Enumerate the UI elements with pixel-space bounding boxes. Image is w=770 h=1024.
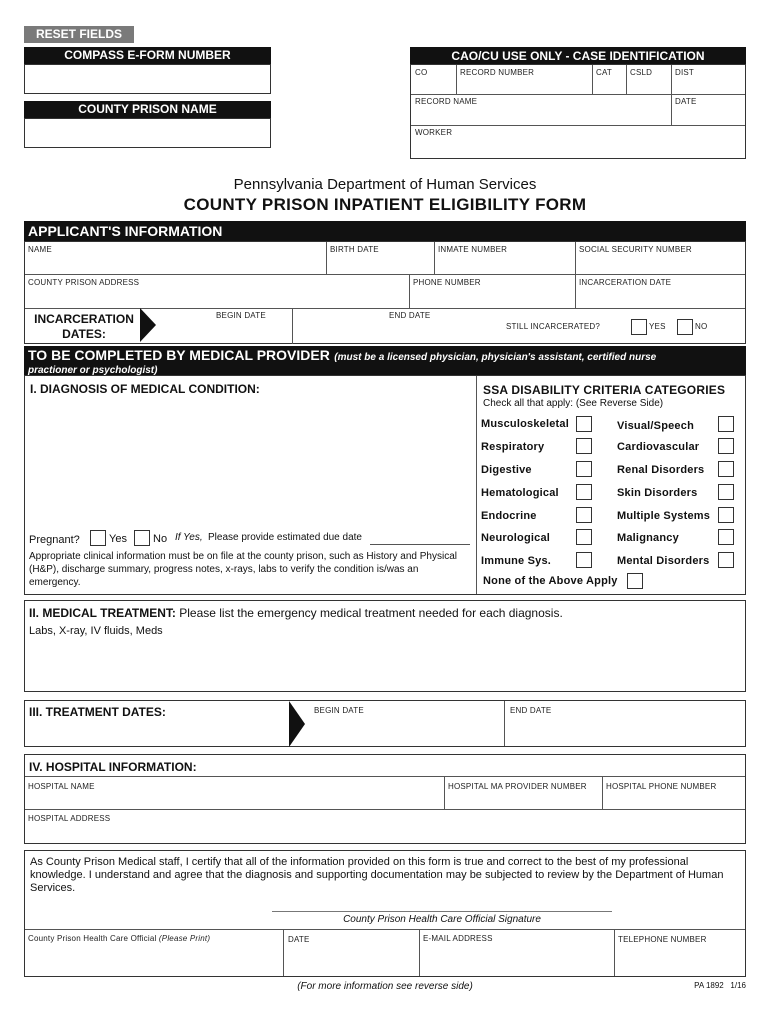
hematological-checkbox[interactable] [576, 484, 592, 500]
still-no-label: NO [695, 322, 708, 331]
ssn-label: SOCIAL SECURITY NUMBER [579, 245, 692, 254]
certification-text: As County Prison Medical staff, I certify that all of the information provided on this form is true and correct to the best of my professional knowledge. I understand and agree that the diagnosis and supporting documentation may be subjected to review by the Department of Human Services. [30, 856, 724, 894]
criteria-renal: Renal Disorders [617, 464, 705, 476]
hospital-name-label: HOSPITAL NAME [28, 782, 95, 791]
musculoskeletal-checkbox[interactable] [576, 416, 592, 432]
end-date-label: END DATE [389, 311, 431, 320]
prison-address-label: COUNTY PRISON ADDRESS [28, 278, 140, 287]
digestive-checkbox[interactable] [576, 461, 592, 477]
treatment-dates-box [24, 700, 746, 747]
still-incarcerated-no-checkbox[interactable] [677, 319, 693, 335]
arrow-right-icon [289, 701, 305, 747]
incarceration-dates-label: INCARCERATION DATES: [34, 312, 134, 341]
pregnant-no-label: No [153, 533, 168, 545]
neurological-checkbox[interactable] [576, 529, 592, 545]
criteria-immune: Immune Sys. [481, 555, 552, 567]
criteria-none-above: None of the Above Apply [483, 575, 618, 587]
official-print-label: County Prison Health Care Official (Please Print) [28, 934, 211, 943]
medical-treatment-field[interactable]: Labs, X-ray, IV fluids, Meds [29, 625, 163, 637]
form-title: COUNTY PRISON INPATIENT ELIGIBILITY FORM [183, 195, 587, 214]
endocrine-checkbox[interactable] [576, 507, 592, 523]
applicant-info-box [24, 241, 746, 344]
treatment-end-date-label: END DATE [510, 706, 552, 715]
criteria-neurological: Neurological [481, 532, 551, 544]
multiple-systems-checkbox[interactable] [718, 507, 734, 523]
compass-eform-field[interactable] [24, 64, 271, 94]
diagnosis-field[interactable] [29, 398, 473, 526]
compass-eform-header: COMPASS E-FORM NUMBER [24, 47, 271, 64]
treatment-begin-date-label: BEGIN DATE [314, 706, 364, 715]
medical-treatment-title: II. MEDICAL TREATMENT: Please list the emergency medical treatment needed for each diagnosis. [29, 606, 563, 620]
due-date-field[interactable] [370, 544, 470, 545]
hospital-phone-label: HOSPITAL PHONE NUMBER [606, 782, 717, 791]
csld-label: CSLD [630, 68, 653, 77]
respiratory-checkbox[interactable] [576, 438, 592, 454]
clinical-info-text: Appropriate clinical information must be on file at the county prison, such as History and Physical (H&P), discharge summary, progress notes, x-rays, labs to verify the condition is/was an emergency. [29, 551, 457, 588]
co-label: CO [415, 68, 428, 77]
arrow-right-icon [140, 308, 156, 342]
criteria-multiple-systems: Multiple Systems [617, 510, 711, 522]
hospital-info-title: IV. HOSPITAL INFORMATION: [29, 760, 197, 774]
criteria-visual-speech: Visual/Speech [617, 420, 694, 432]
record-name-label: RECORD NAME [415, 97, 478, 106]
criteria-cardiovascular: Cardiovascular [617, 441, 700, 453]
email-label: E-MAIL ADDRESS [423, 934, 493, 943]
criteria-respiratory: Respiratory [481, 441, 545, 453]
department-title: Pennsylvania Department of Human Services [233, 176, 537, 193]
applicant-info-header: APPLICANT'S INFORMATION [24, 221, 746, 241]
criteria-skin: Skin Disorders [617, 487, 698, 499]
signature-label: County Prison Health Care Official Signature [343, 914, 541, 925]
cao-header: CAO/CU USE ONLY - CASE IDENTIFICATION [410, 47, 746, 64]
criteria-musculoskeletal: Musculoskeletal [481, 418, 569, 430]
dist-label: DIST [675, 68, 695, 77]
record-number-label: RECORD NUMBER [460, 68, 535, 77]
mental-checkbox[interactable] [718, 552, 734, 568]
hospital-address-label: HOSPITAL ADDRESS [28, 814, 111, 823]
hospital-ma-number-label: HOSPITAL MA PROVIDER NUMBER [448, 782, 587, 791]
diagnosis-title: I. DIAGNOSIS OF MEDICAL CONDITION: [30, 382, 260, 396]
pregnant-no-checkbox[interactable] [134, 530, 150, 546]
cat-label: CAT [596, 68, 613, 77]
none-above-checkbox[interactable] [627, 573, 643, 589]
immune-checkbox[interactable] [576, 552, 592, 568]
pregnant-label: Pregnant? [29, 534, 80, 546]
certify-date-label: DATE [288, 935, 310, 944]
phone-number-label: PHONE NUMBER [413, 278, 481, 287]
due-date-label: Please provide estimated due date [208, 532, 362, 543]
birth-date-label: BIRTH DATE [330, 245, 379, 254]
begin-date-label: BEGIN DATE [216, 311, 266, 320]
criteria-endocrine: Endocrine [481, 510, 537, 522]
form-id: PA 1892 1/16 [694, 981, 746, 990]
cao-case-box [410, 64, 746, 159]
medical-provider-header: TO BE COMPLETED BY MEDICAL PROVIDER (must be a licensed physician, physician's assistant, certified nurse practioner or psychologist) [24, 346, 746, 375]
malignancy-checkbox[interactable] [718, 529, 734, 545]
renal-checkbox[interactable] [718, 461, 734, 477]
criteria-mental: Mental Disorders [617, 555, 710, 567]
signature-line[interactable] [272, 911, 612, 912]
if-yes-label: If Yes, [175, 532, 203, 543]
still-yes-label: YES [649, 322, 666, 331]
worker-label: WORKER [415, 128, 453, 137]
footer-note: (For more information see reverse side) [297, 981, 473, 992]
telephone-label: TELEPHONE NUMBER [618, 935, 707, 944]
county-prison-name-header: COUNTY PRISON NAME [24, 101, 271, 118]
diagnosis-box [24, 375, 746, 595]
date-label: DATE [675, 97, 697, 106]
criteria-malignancy: Malignancy [617, 532, 679, 544]
reset-fields-button[interactable]: RESET FIELDS [24, 26, 134, 43]
criteria-digestive: Digestive [481, 464, 532, 476]
treatment-dates-title: III. TREATMENT DATES: [29, 705, 166, 719]
skin-checkbox[interactable] [718, 484, 734, 500]
inmate-number-label: INMATE NUMBER [438, 245, 508, 254]
cardiovascular-checkbox[interactable] [718, 438, 734, 454]
certification-box [24, 850, 746, 977]
ssa-title: SSA DISABILITY CRITERIA CATEGORIES [483, 383, 726, 397]
pregnant-yes-checkbox[interactable] [90, 530, 106, 546]
incarceration-date-label: INCARCERATION DATE [579, 278, 672, 287]
visual-speech-checkbox[interactable] [718, 416, 734, 432]
still-incarcerated-yes-checkbox[interactable] [631, 319, 647, 335]
name-label: NAME [28, 245, 52, 254]
criteria-hematological: Hematological [481, 487, 559, 499]
county-prison-name-field[interactable] [24, 118, 271, 148]
hospital-info-box [24, 754, 746, 844]
pregnant-yes-label: Yes [109, 533, 127, 545]
medical-treatment-box [24, 600, 746, 692]
still-incarcerated-label: STILL INCARCERATED? [506, 322, 601, 331]
ssa-subtitle: Check all that apply: (See Reverse Side) [483, 398, 664, 409]
